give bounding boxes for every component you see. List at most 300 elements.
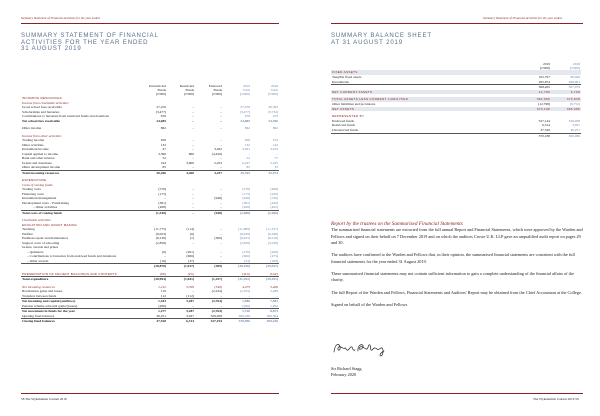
- sofa-row-label: Financing costs: [22, 191, 44, 196]
- sofa-table: [21, 84, 279, 324]
- sofa-cell: 194: [160, 160, 166, 165]
- sofa-cell: (9): [161, 249, 166, 254]
- sofa-row-label: Premises repair and maintenance: [22, 236, 69, 240]
- sofa-cell: –: [192, 240, 194, 245]
- sofa-cell: 1,212: [158, 284, 166, 289]
- bs-cell: 14,780: [521, 90, 551, 95]
- sofa-cell: –: [220, 114, 222, 118]
- page-folio-left: 58 The Wykehamist Journal 2019: [21, 397, 67, 401]
- sofa-cell: 1,986: [223, 299, 251, 304]
- bs-cell: 327,144: [538, 118, 550, 123]
- top-rule-left: [21, 23, 279, 24]
- sofa-cell: –: [220, 109, 222, 114]
- sofa-cell: (2,859): [155, 240, 166, 245]
- sofa-cell: 360,364: [266, 313, 278, 318]
- sofa-cell: 37,528: [139, 319, 167, 324]
- sofa-row-label: Scholarships and bursaries: [22, 109, 60, 114]
- bs-row: [331, 133, 581, 138]
- sofa-cell: (220): [270, 191, 278, 196]
- sofa-row-label: PRESERVATION OF ANCIENT BUILDINGS AND CONTENTS: [22, 271, 117, 276]
- sofa-cell: 3,291: [242, 147, 250, 151]
- bs-cell: 6,314: [542, 123, 550, 128]
- sofa-cell: –: [220, 156, 222, 160]
- sofa-cell: (8,455): [239, 236, 250, 240]
- sofa-row-label: Other activities: [22, 142, 44, 147]
- sofa-cell: 656: [160, 138, 166, 142]
- report-heading: Report by the trustees on the Summarised Financial Statements: [331, 221, 463, 227]
- sofa-row-label: Net incoming resources: [22, 284, 55, 289]
- sofa-cell: (31,292): [223, 277, 251, 282]
- sofa-row-label: Charitable activities: [22, 218, 51, 222]
- sofa-row-label: Other development income: [22, 165, 61, 169]
- sofa-cell: 574: [272, 138, 278, 142]
- sofa-cell: 112: [160, 293, 166, 298]
- sofa-cell: (8,139): [155, 236, 166, 240]
- sofa-column-header: 2018: [271, 84, 278, 88]
- sofa-cell: 3,466: [270, 284, 278, 289]
- sofa-cell: (112): [186, 293, 194, 298]
- sofa-cell: 32,973: [251, 170, 279, 175]
- sofa-cell: (1,257): [195, 277, 223, 282]
- sofa-row-label: Net movement in funds for the year: [21, 309, 139, 314]
- sofa-column-header: (£'000): [240, 92, 250, 96]
- sofa-cell: –: [276, 151, 278, 156]
- sofa-cell: (29,527): [251, 264, 279, 269]
- sofa-cell: 369,236: [251, 319, 279, 324]
- sofa-cell: 676: [160, 114, 166, 118]
- sofa-cell: 329,958: [210, 313, 222, 318]
- sofa-cell: –: [192, 105, 194, 109]
- sofa-cell: 3,399: [186, 284, 194, 289]
- sofa-row-label: Contributions to bursaries from restricted funds and donations: [22, 114, 109, 118]
- sofa-cell: 119: [160, 289, 166, 293]
- sofa-cell: (175): [158, 191, 166, 196]
- sofa-cell: 862: [244, 126, 250, 130]
- sofa-cell: –: [220, 271, 222, 276]
- sofa-cell: –: [164, 254, 166, 258]
- sofa-cell: –: [220, 293, 222, 298]
- sofa-cell: 35,765: [223, 170, 251, 175]
- sofa-cell: –: [220, 118, 222, 123]
- report-paragraph: The summarised financial statements are extracted from the full annual Report and Financial Statements, which were approved by the Warden and Fellows and signed on their behalf on 7 December 2019 and on which the auditors Crowe U.K. LLP gave an unqualified audit report on pages 29 and 30.: [331, 227, 583, 245]
- sofa-cell: (1,017): [167, 264, 195, 269]
- sofa-title: [21, 33, 159, 53]
- sofa-cell: (2,224): [211, 289, 222, 293]
- bs-cell: 329,958: [568, 118, 580, 123]
- sofa-cell: (114): [186, 227, 194, 231]
- sofa-cell: (11,337): [266, 227, 278, 231]
- sofa-cell: –: [220, 187, 222, 191]
- sofa-cell: (948): [195, 210, 223, 215]
- sofa-cell: (4,450): [211, 151, 222, 156]
- sofa-row-label: Pension scheme actuarial gains/(losses): [22, 303, 78, 308]
- sofa-cell: (381): [242, 200, 250, 205]
- sofa-cell: (24): [187, 271, 194, 276]
- bs-cell: 367,079: [551, 85, 581, 90]
- sofa-cell: (402): [270, 205, 278, 209]
- sofa-row-label: Opening fund balances: [22, 313, 55, 318]
- sofa-cell: 30,206: [139, 170, 167, 175]
- bs-cell: 370,188: [521, 133, 551, 138]
- sofa-column-header: Endowed: [208, 84, 222, 88]
- sofa-cell: (726): [270, 196, 278, 200]
- sofa-cell: 2,289: [270, 289, 278, 293]
- bs-column-header: (£'000): [570, 66, 580, 71]
- bs-cell: (8,752): [569, 101, 580, 106]
- sofa-cell: –: [192, 303, 194, 308]
- sofa-cell: (3,238): [267, 240, 278, 245]
- sofa-cell: 26,593: [268, 105, 278, 109]
- bs-column-header: (£'000): [540, 66, 550, 71]
- sofa-cell: 8,873: [251, 309, 279, 314]
- sofa-row-label: Investment management: [22, 196, 57, 200]
- sofa-cell: (309): [214, 236, 222, 240]
- sofa-row-label: Income from other activities: [22, 133, 62, 138]
- bottom-rule-right: [331, 393, 583, 394]
- sofa-title-line: SUMMARY STATEMENT OF FINANCIAL: [21, 32, 159, 39]
- sofa-cell: 2,453: [214, 160, 222, 165]
- sofa-cell: (108): [270, 258, 278, 263]
- balance-sheet-title-line: SUMMARY BALANCE SHEET: [331, 32, 432, 39]
- sofa-cell: (8,218): [267, 236, 278, 240]
- sofa-cell: –: [220, 254, 222, 258]
- sofa-cell: 3,254: [270, 147, 278, 151]
- sofa-cell: (2,266): [251, 210, 279, 215]
- sofa-cell: 676: [244, 114, 250, 118]
- sofa-cell: (475): [270, 254, 278, 258]
- sofa-cell: –: [192, 187, 194, 191]
- bs-row-label: Investments: [332, 79, 349, 84]
- sofa-cell: (1,540): [139, 210, 167, 215]
- sofa-row-label: Grants and donations: [22, 160, 52, 165]
- sofa-row-label: Trading income: [22, 138, 45, 142]
- sofa-cell: –: [192, 289, 194, 293]
- sofa-cell: 33: [274, 165, 278, 169]
- sofa-cell: –: [164, 196, 166, 200]
- sofa-cell: (309): [195, 264, 223, 269]
- sofa-cell: (6): [189, 231, 194, 236]
- bs-cell: 36,251: [570, 127, 580, 132]
- sofa-cell: –: [276, 293, 278, 298]
- sofa-cell: (266): [242, 303, 250, 308]
- sofa-column-header: Restricted: [179, 84, 194, 88]
- sofa-cell: –: [192, 156, 194, 160]
- report-paragraph: Signed on behalf of the Warden and Fellows: [331, 302, 408, 308]
- sofa-cell: 77: [274, 156, 278, 160]
- sofa-cell: –: [220, 303, 222, 308]
- sofa-cell: 23,396: [268, 118, 278, 123]
- sofa-cell: –: [192, 138, 194, 142]
- sofa-row-label: Other income: [22, 126, 42, 130]
- sofa-cell: (2,859): [239, 240, 250, 245]
- sofa-cell: 27,476: [240, 105, 250, 109]
- sofa-cell: (16): [160, 258, 166, 263]
- sofa-cell: (948): [242, 196, 250, 200]
- report-paragraph: The auditors have confirmed to the Warden and Fellows that, in their opinion, the summarised financial statements are consistent with the full financial statements for the year ended 31 August 2019.: [331, 252, 575, 264]
- bs-cell: 382,986: [521, 97, 551, 102]
- balance-sheet-title: [331, 33, 432, 46]
- trustees-report: [331, 221, 583, 315]
- sofa-cell: –: [192, 191, 194, 196]
- sofa-row-label: EDUCATION AND GRANT MAKING: [22, 222, 78, 227]
- bs-row-label: NET CURRENT ASSETS: [331, 90, 521, 95]
- sofa-cell: (269): [270, 249, 278, 254]
- sofa-row-label: Development costs – Fundraising: [22, 200, 69, 205]
- sofa-cell: –: [248, 293, 250, 298]
- sofa-row-label: Transfers between funds: [22, 293, 57, 298]
- report-paragraph: The full Report of the Warden and Fellows, Financial Statements and Auditors' Report may be obtained from the Chief Accountant at the College.: [331, 289, 582, 295]
- bs-row-label: Other liabilities and provisions: [332, 101, 376, 106]
- sofa-cell: (37): [188, 258, 194, 263]
- sofa-cell: –: [220, 240, 222, 245]
- sofa-cell: –: [220, 138, 222, 142]
- sofa-cell: –: [167, 210, 195, 215]
- sofa-cell: –: [220, 205, 222, 209]
- sofa-cell: (420): [270, 200, 278, 205]
- sofa-cell: 24,685: [240, 118, 250, 123]
- sofa-cell: 52: [246, 156, 250, 160]
- sofa-cell: 6,247: [242, 160, 250, 165]
- bs-row-label: FIXED ASSETS: [331, 70, 581, 75]
- sofa-column-header: (£'000): [156, 92, 166, 96]
- sofa-table-wrap: [21, 84, 279, 324]
- bs-column-header: 2019: [543, 62, 550, 66]
- sofa-cell: (29,251): [251, 277, 279, 282]
- sofa-row-label: Income from charitable activities: [22, 100, 69, 105]
- sofa-cell: (576): [158, 187, 166, 191]
- sofa-cell: (576): [242, 187, 250, 191]
- sofa-cell: –: [220, 126, 222, 130]
- sofa-column-header: Total: [242, 88, 250, 92]
- sofa-cell: (1,041): [167, 277, 195, 282]
- sofa-row-label: Welfare: [22, 231, 33, 236]
- sofa-row-label: Net incoming and capital (outflows): [21, 299, 139, 304]
- balance-sheet-title-line: AT 31 AUGUST 2019: [331, 38, 404, 46]
- sofa-column-header: Funds: [185, 88, 194, 92]
- sofa-cell: (261): [186, 249, 194, 254]
- sofa-cell: 656: [244, 138, 250, 142]
- sofa-cell: 862: [160, 126, 166, 130]
- sofa-row-label: Revaluation gains and losses: [22, 289, 63, 293]
- balance-sheet-table: [331, 62, 581, 138]
- sofa-cell: 370,956: [223, 319, 251, 324]
- sofa-cell: –: [248, 151, 250, 156]
- signature-image: [331, 338, 391, 358]
- sofa-cell: –: [220, 227, 222, 231]
- sofa-cell: –: [192, 114, 194, 118]
- sofa-cell: 3,262: [214, 147, 222, 151]
- sofa-cell: 132: [244, 142, 250, 147]
- sofa-cell: 1,277: [139, 309, 167, 314]
- sofa-title-line: 31 AUGUST 2019: [21, 45, 82, 53]
- sofa-row-label: – Other awards: [27, 258, 49, 263]
- sofa-cell: –: [192, 196, 194, 200]
- sofa-cell: 4,460: [167, 170, 195, 175]
- sofa-row-label: Total incoming resources: [21, 170, 139, 175]
- sofa-cell: 142: [272, 142, 278, 147]
- sofa-row-label: – Quiristers: [27, 249, 44, 254]
- sofa-cell: 36,251: [156, 313, 166, 318]
- sofa-cell: (28,994): [139, 277, 167, 282]
- sofa-cell: (53): [244, 258, 250, 263]
- sofa-cell: 5,105: [270, 160, 278, 165]
- sofa-row-label: EXPENDITURE: [22, 178, 47, 182]
- sofa-cell: 1,720: [223, 309, 251, 314]
- sofa-cell: –: [192, 165, 194, 169]
- sofa-cell: 1,443: [139, 299, 167, 304]
- sofa-cell: (6,029): [239, 231, 250, 236]
- bs-cell: 102,797: [538, 75, 550, 79]
- sofa-cell: 1,292: [270, 303, 278, 308]
- sofa-cell: (3,477): [155, 109, 166, 114]
- sofa-row-label: Bank and other interest: [22, 156, 55, 160]
- sofa-column-header: Unrestricted: [148, 84, 166, 88]
- bs-column-header: 2018: [573, 62, 580, 66]
- sofa-row-label: Investment income: [22, 147, 49, 151]
- sofa-column-header: Funds: [213, 88, 222, 92]
- bs-row-label: Unrestricted funds: [332, 127, 358, 132]
- sofa-cell: (2,488): [223, 210, 251, 215]
- sofa-cell: (2,764): [195, 299, 223, 304]
- sofa-cell: (90): [159, 271, 166, 276]
- bs-cell: 368,265: [521, 85, 551, 90]
- bs-cell: 369,086: [551, 133, 581, 138]
- sofa-cell: (266): [158, 303, 166, 308]
- sofa-cell: –: [220, 105, 222, 109]
- sofa-cell: (11,889): [238, 227, 250, 231]
- bs-cell: 373,838: [551, 97, 581, 102]
- sofa-cell: (28,870): [139, 264, 167, 269]
- sofa-cell: –: [192, 109, 194, 114]
- sofa-cell: 47: [162, 147, 166, 151]
- sofa-cell: (606): [242, 254, 250, 258]
- sofa-cell: 85: [246, 165, 250, 169]
- sofa-row-label: Capital applied to income: [22, 151, 59, 156]
- sofa-row-label: Net school fees receivable: [22, 118, 60, 123]
- bottom-rule-left: [21, 393, 279, 394]
- running-head-left: Summary Statement of Financial Activities for the year ended: [21, 16, 100, 20]
- sofa-cell: (6,023): [155, 231, 166, 236]
- top-rule-right: [331, 23, 583, 24]
- sofa-cell: (381): [158, 200, 166, 205]
- sofa-cell: (175): [242, 191, 250, 196]
- sofa-row-label: INCOMING RESOURCES: [22, 96, 62, 100]
- bs-row-label: Restricted funds: [332, 123, 355, 128]
- bs-cell: 37,528: [540, 127, 550, 132]
- sofa-cell: (6,188): [267, 231, 278, 236]
- sofa-cell: (114): [242, 271, 250, 276]
- sofa-cell: (606): [186, 254, 194, 258]
- sofa-cell: –: [220, 200, 222, 205]
- sofa-cell: 24,685: [156, 118, 166, 123]
- sofa-column-header: (£'000): [184, 92, 194, 96]
- sofa-row-label: – Contributions to bursaries from endowed funds and donations: [27, 254, 117, 258]
- sofa-row-label: Trading costs: [22, 187, 41, 191]
- sofa-cell: –: [192, 205, 194, 209]
- bs-cell: 370,188: [521, 107, 551, 112]
- sofa-cell: 132: [160, 142, 166, 147]
- sofa-cell: –: [220, 249, 222, 254]
- bs-cell: 265,874: [538, 79, 550, 84]
- sofa-cell: (2,105): [239, 289, 250, 293]
- sofa-cell: (142): [269, 271, 278, 276]
- bs-row-label: Tangible fixed assets: [332, 75, 362, 79]
- bs-row-label: Endowed funds: [332, 118, 354, 123]
- sofa-cell: –: [220, 142, 222, 147]
- sofa-cell: –: [192, 142, 194, 147]
- sofa-cell: 3,390: [158, 151, 166, 156]
- sofa-cell: –: [220, 191, 222, 196]
- sofa-column-header: Total: [270, 88, 278, 92]
- sofa-cell: 52: [162, 156, 166, 160]
- sofa-column-header: (£'000): [268, 92, 278, 96]
- page-folio-right: The Wykehamist Journal 2019 59: [533, 397, 579, 401]
- sofa-cell: 85: [162, 165, 166, 169]
- bs-row-label: [331, 133, 521, 138]
- sofa-cell: (408): [158, 205, 166, 209]
- sofa-cell: 3,287: [167, 309, 195, 314]
- sofa-row-label: Costs of raising funds: [22, 182, 53, 187]
- sofa-cell: –: [192, 118, 194, 123]
- sofa-cell: (2,764): [195, 309, 223, 314]
- sofa-row-label: Gross school fees receivable: [22, 105, 62, 109]
- bs-row-label: REPRESENTED BY: [332, 114, 365, 119]
- sofa-cell: 3,600: [186, 160, 194, 165]
- sofa-row-label: Total expenditure: [21, 277, 139, 282]
- bs-row-label: NET ASSETS: [331, 107, 521, 112]
- report-paragraph: These summarised financial statements may not contain sufficient information to gain a complete understanding of the financial affairs of the charity.: [331, 271, 574, 283]
- sofa-cell: (408): [242, 205, 250, 209]
- bs-cell: 365,086: [551, 107, 581, 112]
- sofa-cell: 369,236: [238, 313, 250, 318]
- sofa-cell: (3,732): [267, 109, 278, 114]
- sofa-title-line: ACTIVITIES FOR THE YEAR ENDED: [21, 38, 149, 46]
- sofa-cell: 327,194: [195, 319, 223, 324]
- sofa-cell: (540): [214, 284, 222, 289]
- sofa-cell: –: [220, 231, 222, 236]
- sofa-cell: (270): [242, 249, 250, 254]
- sofa-cell: 862: [272, 126, 278, 130]
- sofa-row-label: Teaching: [22, 227, 35, 231]
- bs-cell: 98,469: [570, 75, 580, 79]
- sofa-row-label: Total costs of raising funds: [21, 210, 139, 215]
- sofa-cell: (30,196): [223, 264, 251, 269]
- bs-cell: (12,798): [538, 101, 550, 106]
- sofa-row: [21, 319, 279, 324]
- bs-cell: 3,027: [572, 123, 580, 128]
- sofa-cell: 3,257: [195, 170, 223, 175]
- sofa-column-header: 2019: [243, 84, 250, 88]
- bs-row-label: TOTAL ASSETS LESS CURRENT LIABILITIES: [331, 97, 521, 102]
- bs-cell: 268,961: [568, 79, 580, 84]
- sofa-cell: (11,775): [154, 227, 166, 231]
- bs-cell: 6,769: [551, 90, 581, 95]
- sofa-cell: 3,027: [186, 313, 194, 318]
- signature-block: [331, 366, 362, 378]
- sofa-cell: 6,314: [167, 319, 195, 324]
- sofa-cell: (948): [214, 196, 222, 200]
- sofa-cell: –: [220, 258, 222, 263]
- signature-date: February 2020: [331, 372, 357, 378]
- sofa-cell: –: [220, 165, 222, 169]
- sofa-cell: 7,581: [251, 299, 279, 304]
- sofa-row-label: Grants, awards and prizes: [22, 245, 59, 249]
- sofa-cell: (3,477): [239, 109, 250, 114]
- sofa-column-header: Funds: [157, 88, 166, 92]
- sofa-cell: –: [192, 126, 194, 130]
- signatory-name: Sir Richard Stagg: [331, 366, 362, 371]
- sofa-cell: 27,476: [156, 105, 166, 109]
